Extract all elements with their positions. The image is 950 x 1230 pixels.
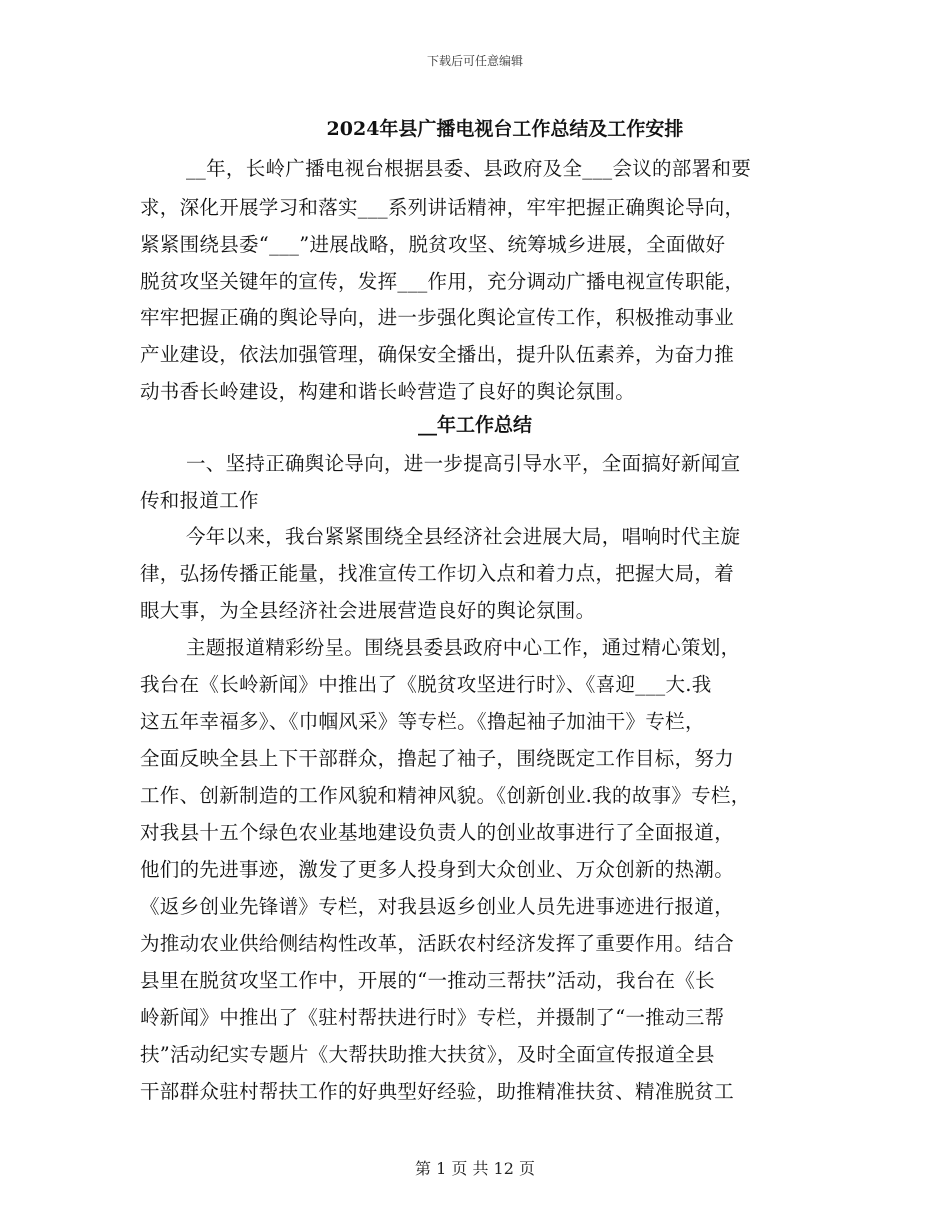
- body-line: 动书香长岭建设，构建和谐长岭营造了良好的舆论氛围。: [140, 380, 636, 403]
- body-line: 干部群众驻村帮扶工作的好典型好经验，助推精准扶贫、精准脱贫工: [140, 1080, 735, 1103]
- body-line: 为推动农业供给侧结构性改革，活跃农村经济发挥了重要作用。结合: [140, 932, 735, 955]
- body-line: 扶”活动纪实专题片《大帮扶助推大扶贫》，及时全面宣传报道全县: [140, 1043, 715, 1066]
- body-line: 求，深化开展学习和落实___系列讲话精神，牢牢把握正确舆论导向，: [140, 196, 745, 219]
- body-line: 传和报道工作: [140, 489, 259, 512]
- body-line: 紧紧围绕县委“___”进展战略，脱贫攻坚、统筹城乡进展，全面做好: [140, 233, 726, 256]
- header-note: 下载后可任意编辑: [426, 54, 523, 68]
- body-line: 我台在《长岭新闻》中推出了《脱贫攻坚进行时》、《喜迎___大.我: [140, 673, 712, 696]
- body-line: 岭新闻》中推出了《驻村帮扶进行时》专栏，并摄制了“一推动三帮: [140, 1006, 725, 1029]
- body-line: 产业建设，依法加强管理，确保安全播出，提升队伍素养，为奋力推: [140, 343, 735, 366]
- body-line: 律，弘扬传播正能量，找准宣传工作切入点和着力点，把握大局，着: [140, 562, 735, 585]
- body-line: 脱贫攻坚关键年的宣传，发挥___作用，充分调动广播电视宣传职能，: [140, 270, 745, 293]
- body-line: 县里在脱贫攻坚工作中，开展的“一推动三帮扶”活动，我台在《长: [140, 969, 715, 992]
- page-footer: 第 1 页 共 12 页: [415, 1159, 535, 1178]
- body-line: 一、坚持正确舆论导向，进一步提高引导水平，全面搞好新闻宣: [186, 452, 741, 475]
- body-line: 主题报道精彩纷呈。围绕县委县政府中心工作，通过精心策划，: [186, 636, 741, 659]
- body-line: __年，长岭广播电视台根据县委、县政府及全___会议的部署和要: [186, 157, 752, 180]
- body-line: 这五年幸福多》、《巾帼风采》等专栏。《撸起袖子加油干》专栏，: [140, 710, 705, 733]
- body-line: 全面反映全县上下干部群众，撸起了袖子，围绕既定工作目标，努力: [140, 747, 735, 770]
- body-line: 对我县十五个绿色农业基地建设负责人的创业故事进行了全面报道，: [140, 821, 735, 844]
- body-line: 今年以来，我台紧紧围绕全县经济社会进展大局，唱响时代主旋: [186, 525, 741, 548]
- section-title: __年工作总结: [417, 414, 532, 436]
- body-line: 眼大事，为全县经济社会进展营造良好的舆论氛围。: [140, 599, 596, 622]
- body-line: 他们的先进事迹，激发了更多人投身到大众创业、万众创新的热潮。: [140, 858, 735, 881]
- body-line: 牢牢把握正确的舆论导向，进一步强化舆论宣传工作，积极推动事业: [140, 306, 735, 329]
- body-line: 工作、创新制造的工作风貌和精神风貌。《创新创业.我的故事》专栏，: [140, 784, 751, 807]
- document-title: 2024年县广播电视台工作总结及工作安排: [326, 118, 684, 140]
- body-line: 《返乡创业先锋谱》专栏，对我县返乡创业人员先进事迹进行报道，: [140, 895, 735, 918]
